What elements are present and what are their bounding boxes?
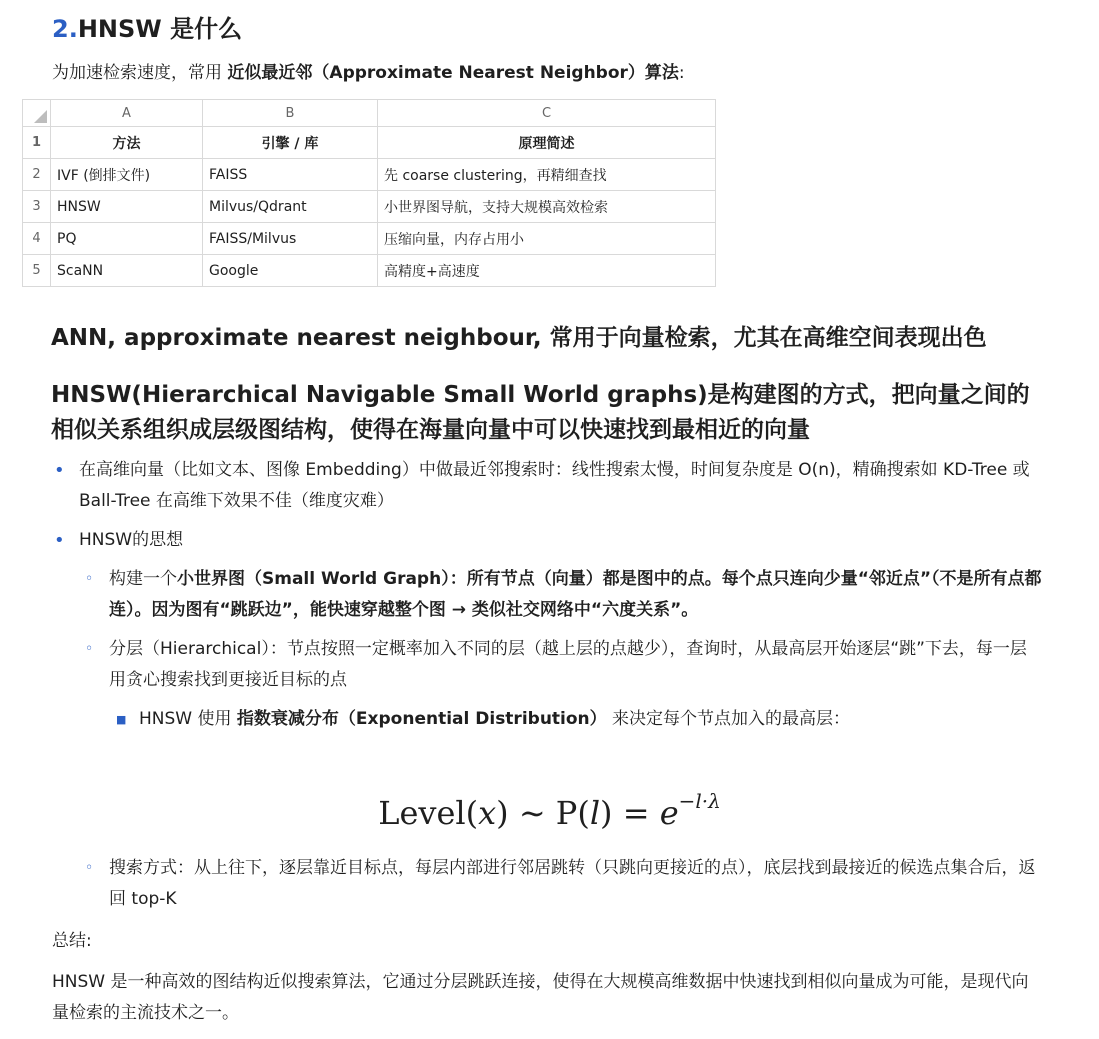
select-all-icon — [34, 110, 47, 123]
table-header-cell[interactable]: 引擎 / 库 — [203, 127, 378, 159]
bullet-circle-icon: ◦ — [85, 571, 94, 587]
intro-bold: 近似最近邻（Approximate Nearest Neighbor）算法 — [227, 63, 679, 83]
formula-sim: ∼ — [518, 794, 546, 832]
row-number[interactable]: 3 — [23, 191, 51, 223]
formula-exponent: −l·λ — [678, 789, 721, 813]
summary-paragraph: HNSW 是一种高效的图结构近似搜索算法，它通过分层跳跃连接，使得在大规模高维数据中快速找到相似向量成为可能，是现代向量检索的主流技术之一。 — [52, 972, 1029, 1023]
list-item — [52, 525, 1042, 556]
row-number[interactable]: 5 — [23, 255, 51, 287]
formula-level: Level — [378, 794, 466, 832]
bullet-list — [52, 455, 1042, 743]
ann-methods-table — [22, 99, 716, 287]
formula-equals: = — [622, 794, 650, 832]
table-cell[interactable]: 压缩向量，内存占用小 — [378, 223, 716, 255]
table-cell[interactable]: 先 coarse clustering，再精细查找 — [378, 159, 716, 191]
table-cell[interactable]: FAISS — [203, 159, 378, 191]
list-item-text: 分层（Hierarchical）：节点按照一定概率加入不同的层（越上层的点越少），查询时，从最高层开始逐层“跳”下去，每一层用贪心搜索找到更接近目标的点 — [109, 639, 1027, 690]
list-item-text: 构建一个 — [109, 569, 177, 589]
list-item-text: HNSW 使用 — [139, 709, 237, 729]
bullet-dot-icon: • — [54, 460, 65, 481]
table-cell[interactable]: HNSW — [51, 191, 203, 223]
intro-suffix: : — [678, 63, 685, 83]
table-cell[interactable]: ScaNN — [51, 255, 203, 287]
formula-p: P — [555, 794, 578, 832]
list-item — [52, 455, 1042, 517]
list-item-bold: 指数衰减分布（Exponential Distribution） — [236, 709, 607, 729]
list-item — [52, 853, 1042, 915]
row-number[interactable]: 1 — [23, 127, 51, 159]
table-cell[interactable]: Google — [203, 255, 378, 287]
bullet-dot-icon: • — [54, 530, 65, 551]
intro-paragraph — [52, 60, 685, 86]
table-cell[interactable]: 高精度+高速度 — [378, 255, 716, 287]
list-item-text: 来决定每个节点加入的最高层： — [606, 709, 851, 729]
intro-prefix: 为加速检索速度，常用 — [52, 63, 228, 83]
formula-x: x — [478, 794, 497, 832]
section-number: 2. — [52, 15, 78, 43]
bullet-list-continued — [52, 853, 1042, 923]
table-header-cell[interactable]: 方法 — [51, 127, 203, 159]
list-item-text: 搜索方式：从上往下，逐层靠近目标点，每层内部进行邻居跳转（只跳向更接近的点），底层找到最接近的候选点集合后，返回 top-K — [109, 858, 1036, 909]
hnsw-heading: HNSW(Hierarchical Navigable Small World graphs)是构建图的方式，把向量之间的相似关系组织成层级图结构，使得在海量向量中可以快速找到最相近的向量 — [51, 382, 1030, 443]
level-formula: Level(x) ∼ $P(l) = e^{-l\cdot\lambda}$ — [378, 789, 721, 832]
column-letter-b[interactable]: B — [203, 100, 378, 127]
formula-l: l — [589, 794, 601, 832]
table-header-row — [23, 127, 716, 159]
bullet-circle-icon: ◦ — [85, 860, 94, 876]
bullet-square-icon: ■ — [116, 713, 127, 726]
row-number[interactable]: 2 — [23, 159, 51, 191]
table-row — [23, 159, 716, 191]
table-row — [23, 191, 716, 223]
list-item-bold: 小世界图（Small World Graph）：所有节点（向量）都是图中的点。每个点只连向少量“邻近点”（不是所有点都连）。因为图有“跳跃边”，能快速穿越整个图 → 类似社交网络中“六度关系”。 — [109, 569, 1042, 620]
table-row — [23, 223, 716, 255]
column-header-row — [23, 100, 716, 127]
column-letter-c[interactable]: C — [378, 100, 716, 127]
row-number[interactable]: 4 — [23, 223, 51, 255]
list-item — [52, 564, 1042, 626]
list-item — [52, 704, 1042, 735]
select-all-corner[interactable] — [23, 100, 51, 127]
ann-heading: ANN, approximate nearest neighbour, 常用于向量检索，尤其在高维空间表现出色 — [51, 325, 987, 351]
table-header-cell[interactable]: 原理简述 — [378, 127, 716, 159]
section-title: HNSW 是什么 — [77, 15, 243, 43]
list-item — [52, 634, 1042, 696]
summary-label: 总结: — [52, 931, 92, 951]
list-item-text: 在高维向量（比如文本、图像 Embedding）中做最近邻搜索时：线性搜索太慢，时间复杂度是 O(n)，精确搜索如 KD-Tree 或 Ball-Tree 在高维下效果不佳（维度灾难） — [79, 460, 1030, 511]
column-letter-a[interactable]: A — [51, 100, 203, 127]
table-row — [23, 255, 716, 287]
table-cell[interactable]: 小世界图导航，支持大规模高效检索 — [378, 191, 716, 223]
table-cell[interactable]: PQ — [51, 223, 203, 255]
table-cell[interactable]: FAISS/Milvus — [203, 223, 378, 255]
list-item-text: HNSW的思想 — [79, 530, 184, 550]
bullet-circle-icon: ◦ — [85, 641, 94, 657]
table-cell[interactable]: IVF (倒排文件) — [51, 159, 203, 191]
table-cell[interactable]: Milvus/Qdrant — [203, 191, 378, 223]
formula-e: e — [659, 794, 679, 832]
section-heading — [52, 12, 242, 46]
